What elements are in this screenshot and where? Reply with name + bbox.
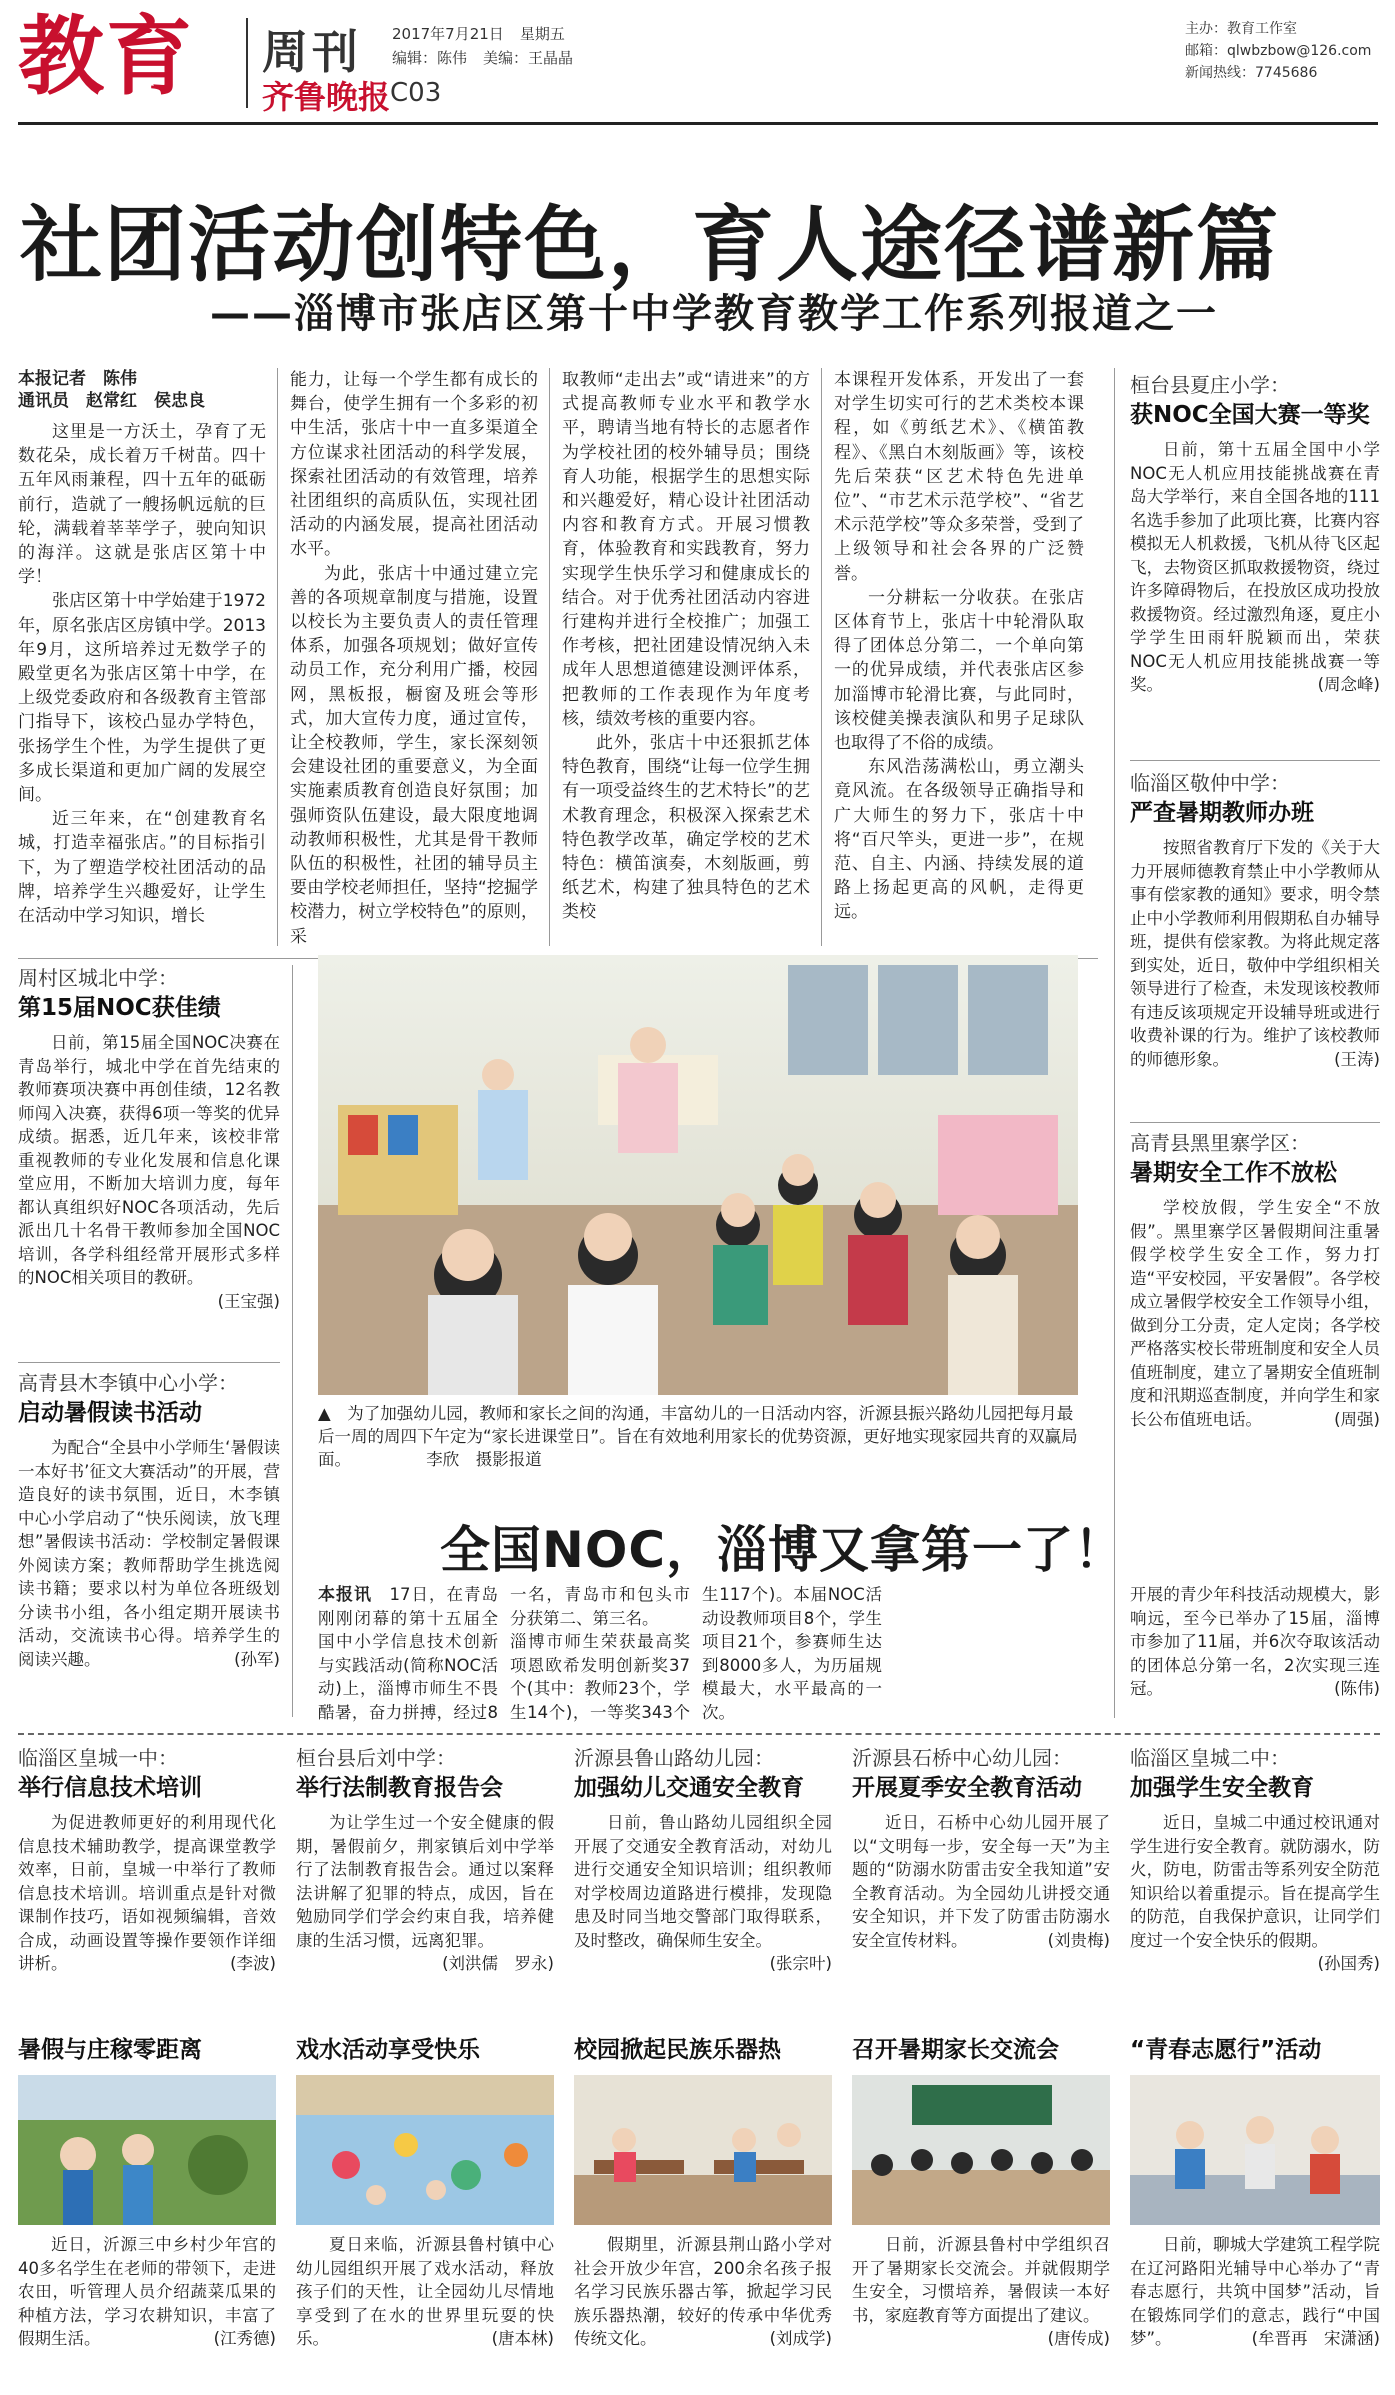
issue-date: 2017年7月21日 [392,25,504,43]
noc-headline: 全国NOC，淄博又拿第一了！ [440,1521,1126,1579]
brief-text: 日前，聊城大学建筑工程学院在辽河路阳光辅导中心举办了“青春志愿行，共筑中国梦”活动，旨在锻炼同学们的意志，践行“中国梦”。 [1130,2235,1380,2348]
dashed-divider [18,1733,1380,1735]
brief-text: 日前，第15届全国NOC决赛在青岛举行，城北中学在首先结束的教师赛项决赛中再创佳绩，12名教师闯入决赛，获得6项一等奖的优异成绩。据悉，近几年来，该校非常重视教师的专业化发展和信息化课堂应用，不断加大培训力度，每年都认真组织好NOC各项活动，先后派出几十名骨干教师参加全国NOC培训，各学科组经常开展形式多样的NOC相关项目的教研。 [18,1033,280,1287]
photo-brief-body [852,2233,1110,2348]
brief-body [1130,1196,1380,1431]
brief-body [1130,438,1380,697]
brief-title: 加强学生安全教育 [1130,1775,1314,1801]
photo-brief-body [1130,2233,1380,2351]
noc-column-1 [318,1583,498,1723]
column-rule [292,965,293,1717]
brief-kicker: 临淄区皇城二中： [1130,1746,1290,1770]
brief-sign: (刘贵梅) [1047,1930,1110,1950]
byline-correspondent: 通讯员 赵常红 侯忠良 [18,391,205,411]
parent-meeting-photo [852,2075,1110,2225]
lead-column-1 [18,368,266,948]
designer: 美编：王晶晶 [483,49,574,67]
brief-text: 日前，沂源县鲁村中学组织召开了暑期家长交流会。并就假期学生安全，习惯培养，暑假读一本好书，家庭教育等方面提出了建议。 [852,2235,1110,2325]
photo-brief-title: 校园掀起民族乐器热 [574,2037,781,2063]
noc-text: 17日，在青岛刚刚闭幕的第十五届全国中小学信息技术创新与实践活动(简称NOC活动)上，淄博市师生不畏酷暑，奋力拼搏，经过8 [318,1585,498,1722]
brief-shiqiao [852,1745,1110,1952]
paper-name: 齐鲁晚报 [262,78,391,116]
photo-brief-body [296,2233,554,2351]
lead-paragraph: 取教师“走出去”或“请进来”的方式提高教师专业水平和教学水平，聘请当地有特长的志愿者作为学校社团的校外辅导员；围绕育人功能，根据学生的思想实际和兴趣爱好，精心设计社团活动内容和教育方式。开展习惯教育，体验教育和实践教育，努力实现学生快乐学习和健康成长的结合。对于优秀社团活动内容进行建构并进行全校推广；加强工作考核，把社团建设情况纳入未成年人思想道德建设测评体系，把教师的工作表现作为年度考核，绩效考核的重要内容。 [562,370,810,729]
lead-column-2 [290,368,538,948]
brief-mulizhen [18,1370,280,1671]
brief-title: 加强幼儿交通安全教育 [574,1775,804,1801]
brief-title: 举行法制教育报告会 [296,1775,503,1801]
noc-text: 开展的青少年科技活动规模大，影响远，至今已举办了15届，淄博市参加了11届，并6次夺取该活动的团体总分第一名，2次实现三连冠。 [1130,1585,1380,1698]
brief-kicker: 周村区城北中学： [18,966,178,990]
brief-title: 启动暑假读书活动 [18,1400,202,1426]
photo-brief-body [18,2233,276,2351]
lead-paragraph: 一分耕耘一分收获。在张店区体育节上，张店十中轮滑队取得了团体总分第二，一个单向第一的优异成绩，并代表张店区参加淄博市轮滑比赛，与此同时，该校健美操表演队和男子足球队也取得了不俗的成绩。 [834,587,1084,754]
brief-sign: (周强) [1334,1409,1380,1429]
byline-reporter: 本报记者 陈伟 [18,369,137,389]
brief-huangcheng2 [1130,1745,1380,1976]
caption-text: ▲ 为了加强幼儿园，教师和家长之间的沟通，丰富幼儿的一日活动内容，沂源县振兴路幼儿园把每月最后一周的周四下午定为“家长进课堂日”。旨在有效地利用家长的优势资源，更好地实现家园共育的双赢局面。 [318,1404,1078,1469]
brief-jingzhong [1130,770,1380,1071]
brief-body [852,1811,1110,1952]
brief-title: 第15届NOC获佳绩 [18,995,221,1021]
noc-byline: 本报讯 [318,1585,372,1605]
issue-weekday: 星期五 [519,25,565,43]
editor: 编辑：陈伟 [392,49,468,67]
water-play-photo [296,2075,554,2225]
section-title: 教育 [18,7,194,107]
brief-kicker: 沂源县鲁山路幼儿园： [574,1746,774,1770]
photo-credit: 李欣 摄影报道 [426,1450,542,1469]
brief-lushanlu [574,1745,832,1976]
lead-paragraph: 此外，张店十中还狠抓艺体特色教育，围绕“让每一位学生拥有一项受益终生的艺术特长”的艺术教育理念，积极深入探索艺术特色教学改革，确定学校的艺术特色：横笛演奏，木刻版画，剪纸艺术，构建了独具特色的艺术类校 [562,733,810,923]
photo-illustration [296,2075,554,2225]
photo-brief-title: 戏水活动享受快乐 [296,2037,480,2063]
masthead-divider [246,18,248,108]
brief-sign: (江秀德) [213,2329,276,2348]
brief-body [296,1811,554,1973]
brief-sign: (周念峰) [1317,675,1380,694]
lead-column-4 [834,368,1084,948]
brief-body [18,1811,276,1976]
brief-text: 为让学生过一个安全健康的假期，暑假前夕，荆家镇后刘中学举行了法制教育报告会。通过以案释法讲解了犯罪的特点，成因，旨在勉励同学们学会约束自我，培养健康的生活习惯，远离犯罪。 [296,1813,554,1950]
photo-brief-parents [852,2033,1110,2351]
brief-sign: (王宝强) [217,1291,280,1311]
brief-heilizhai [1130,1130,1380,1431]
brief-text: 近日，石桥中心幼儿园开展了以“文明每一步，安全每一天”为主题的“防溺水防雷击安全我知道”安全教育活动。为全园幼儿讲授交通安全知识，并下发了防雷击防溺水安全宣传材料。 [852,1813,1110,1950]
volunteer-photo [1130,2075,1380,2225]
brief-kicker: 临淄区敬仲中学： [1130,771,1290,795]
page-number: C03 [390,78,442,108]
brief-xiazhuang [1130,372,1380,697]
brief-chengbei [18,965,280,1313]
brief-kicker: 桓台县后刘中学： [296,1746,456,1770]
lead-column-3 [562,368,810,948]
brief-title: 暑期安全工作不放松 [1130,1160,1337,1186]
brief-body [1130,1811,1380,1973]
brief-text: 按照省教育厅下发的《关于大力开展师德教育禁止中小学教师从事有偿家教的通知》要求，明令禁止中小学教师利用假期私自办辅导班，提供有偿家教。为将此规定落到实处，近日，敬仲中学组织相关领导进行了检查，未发现该校教师有违反该项规定开设辅导班或进行收费补课的行为。维护了该校教师的师德形象。 [1130,838,1380,1069]
lead-paragraph: 这里是一方沃土，孕育了无数花朵，成长着万千树苗。四十五年风雨兼程，四十五年的砥砺前行，造就了一艘扬帆远航的巨轮，满载着莘莘学子，驶向知识的海洋。这就是张店区第十中学！ [18,422,266,588]
brief-text: 日前，鲁山路幼儿园组织全园开展了交通安全教育活动，对幼儿进行交通安全知识培训；组织教师对学校周边道路进行模排，发现隐患及时同当地交警部门取得联系，及时整改，确保师生安全。 [574,1813,832,1950]
photo-illustration [318,955,1078,1395]
brief-text: 学校放假，学生安全“不放假”。黑里寨学区暑假期间注重暑假学校学生安全工作，努力打造“平安校园，平安暑假”。各学校成立暑假学校安全工作领导小组，做到分工分责，定人定岗；各学校严格落实校长带班制度和安全人员值班制度，建立了暑期安全值班制度和汛期巡查制度，并向学生和家长公布值班电话。 [1130,1198,1380,1429]
lead-paragraph: 东风浩荡满松山，勇立潮头竟风流。在各级领导正确指导和广大师生的努力下，张店十中将“百尺竿头，更进一步”，在规范、自主、内涵、持续发展的道路上扬起更高的风帆，走得更远。 [834,757,1084,923]
photo-illustration [574,2075,832,2225]
brief-kicker: 高青县木李镇中心小学： [18,1371,238,1395]
brief-kicker: 桓台县夏庄小学： [1130,373,1290,397]
column-rule [549,368,550,946]
instrument-class-photo [574,2075,832,2225]
kindergarten-photo [318,955,1078,1395]
brief-title: 举行信息技术培训 [18,1775,202,1801]
lead-paragraph: 为此，张店十中通过建立完善的各项规章制度与措施，设置以校长为主要负责人的责任管理体系，加强各项规划；做好宣传动员工作，充分利用广播，校园网，黑板报，橱窗及班会等形式，加大宣传力度，通过宣传，让全校教师，学生，家长深刻领会建设社团的重要意义，为全面实施素质教育创造良好氛围；加强师资队伍建设，最大限度地调动教师积极性，尤其是骨干教师队伍的积极性，社团的辅导员主要由学校老师担任，坚持“挖掘学校潜力，树立学校特色”的原则，采 [290,563,538,947]
photo-illustration [1130,2075,1380,2225]
brief-sign: (张宗叶) [769,1954,832,1973]
brief-sign: (刘洪儒 罗永) [442,1954,554,1973]
brief-divider [1130,1122,1380,1123]
brief-title: 获NOC全国大赛一等奖 [1130,402,1370,428]
brief-text: 夏日来临，沂源县鲁村镇中心幼儿园组织开展了戏水活动，释放孩子们的天性，让全园幼儿尽情地享受到了在水的世界里玩耍的快乐。 [296,2235,554,2348]
photo-brief-instruments [574,2033,832,2351]
brief-text: 为配合“全县中小学师生‘暑假读一本好书’征文大赛活动”的开展，营造良好的读书氛围，近日，木李镇中心小学启动了“快乐阅读，放飞理想”暑假读书活动：学校制定暑假课外阅读方案；教师帮助学生挑选阅读书籍；要求以村为单位各班级划分读书小组，各小组定期开展读书活动，交流读书心得。培养学生的阅读兴趣。 [18,1438,280,1669]
brief-huangcheng1 [18,1745,276,1976]
brief-divider [1130,760,1380,761]
brief-body [574,1811,832,1973]
noc-column-4 [1130,1583,1380,1723]
brief-kicker: 高青县黑里寨学区： [1130,1131,1310,1155]
brief-title: 严查暑期教师办班 [1130,800,1314,826]
photo-brief-title: 召开暑期家长交流会 [852,2037,1059,2063]
brief-sign: (唐本林) [491,2329,554,2348]
noc-column-2: 一名，青岛市和包头市分获第二、第三名。 淄博市师生荣获最高奖项恩欧希发明创新奖37个(其中：教师23个，学生14个)，一等奖343个 [510,1585,690,1722]
weekly-label: 周刊 [262,25,362,79]
brief-text: 近日，沂源三中乡村少年宫的40多名学生在老师的带领下，走进农田，听管理人员介绍蔬菜瓜果的种植方法，学习农耕知识，丰富了假期生活。 [18,2235,276,2348]
photo-brief-volunteer [1130,2033,1380,2351]
brief-sign: (李波) [230,1954,276,1973]
photo-caption [318,1402,1078,1471]
subheadline: ——淄博市张店区第十中学教育教学工作系列报道之一 [210,291,1218,337]
brief-kicker: 沂源县石桥中心幼儿园： [852,1746,1072,1770]
brief-text: 假期里，沂源县荆山路小学对社会开放少年宫，200余名孩子报名学习民族乐器古筝，掀起学习民族乐器热潮，较好的传承中华优秀传统文化。 [574,2235,832,2348]
masthead-rule [18,122,1378,125]
hotline: 新闻热线：7745686 [1185,65,1318,81]
column-rule [277,368,278,946]
brief-sign: (牟晋再 宋潇涵) [1251,2329,1380,2348]
email: 邮箱：qlwbzbow@126.com [1185,43,1372,59]
brief-body [1130,836,1380,1071]
brief-sign: (孙军) [234,1649,280,1669]
noc-sign: (陈伟) [1334,1679,1380,1698]
brief-sign: (刘成学) [769,2329,832,2348]
photo-brief-title: “青春志愿行”活动 [1130,2037,1322,2063]
brief-sign: (唐传成) [1047,2329,1110,2348]
masthead-contact [1185,18,1371,84]
farm-photo [18,2075,276,2225]
lead-paragraph: 能力，让每一个学生都有成长的舞台，使学生拥有一个多彩的初中生活，张店十中一直多渠道全方位谋求社团活动的科学发展，探索社团活动的有效管理，培养社团组织的高质队伍，实现社团活动的内涵发展，提高社团活动水平。 [290,370,538,560]
brief-divider [18,1362,280,1363]
brief-body [18,1031,280,1311]
lead-paragraph: 本课程开发体系，开发出了一套对学生切实可行的艺术类校本课程，如《剪纸艺术》、《横笛教程》、《黑白木刻版画》等，该校先后荣获“区艺术特色先进单位”、“市艺术示范学校”、“省艺术示范学校”等众多荣誉，受到了上级领导和社会各界的广泛赞誉。 [834,370,1084,584]
column-rule [821,368,822,946]
host: 主办：教育工作室 [1185,21,1297,37]
photo-brief-water [296,2033,554,2351]
photo-brief-body [574,2233,832,2351]
photo-brief-title: 暑假与庄稼零距离 [18,2037,202,2063]
brief-text: 近日，皇城二中通过校讯通对学生进行安全教育。就防溺水，防火，防电，防雷击等系列安全防范知识给以着重提示。旨在提高学生的防范，自我保护意识，让同学们度过一个安全快乐的假期。 [1130,1813,1380,1950]
brief-sign: (孙国秀) [1317,1954,1380,1973]
brief-text: 为促进教师更好的利用现代化信息技术辅助教学，提高课堂教学效率，日前，皇城一中举行了教师信息技术培训。培训重点是针对微课制作技巧，语如视频编辑，音效合成，动画设置等操作要领作详细讲析。 [18,1813,276,1973]
brief-kicker: 临淄区皇城一中： [18,1746,178,1770]
photo-illustration [18,2075,276,2225]
masthead-meta [392,22,589,70]
noc-column-3: 生117个)。本届NOC活动设教师项目8个，学生项目21个，参赛师生达到8000多人，为历届规模最大，水平最高的一次。 [702,1585,882,1722]
photo-brief-farm [18,2033,276,2351]
brief-sign: (王涛) [1334,1049,1380,1069]
brief-body [18,1436,280,1671]
brief-title: 开展夏季安全教育活动 [852,1775,1082,1801]
headline: 社团活动创特色，育人途径谱新篇 [20,198,1281,293]
brief-text: 日前，第十五届全国中小学NOC无人机应用技能挑战赛在青岛大学举行，来自全国各地的111名选手参加了此项比赛，比赛内容模拟无人机救援，飞机从待飞区起飞，去物资区抓取救援物资，绕过许多障碍物后，在投放区成功投放救援物资。经过激烈角逐，夏庄小学学生田雨轩脱颖而出，荣获NOC无人机应用技能挑战赛一等奖。 [1130,440,1380,694]
brief-houliu [296,1745,554,1976]
photo-illustration [852,2075,1110,2225]
lead-paragraph: 张店区第十中学始建于1972年，原名张店区房镇中学。2013年9月，这所培养过无数学子的殿堂更名为张店区第十中学，在上级党委政府和各级教育主管部门指导下，该校凸显办学特色，张扬学生个性，为学生提供了更多成长渠道和更加广阔的发展空间。 [18,591,266,806]
lead-paragraph: 近三年来，在“创建教育名城，打造幸福张店。”的目标指引下，为了塑造学校社团活动的品牌，培养学生兴趣爱好，让学生在活动中学习知识，增长 [18,809,266,927]
